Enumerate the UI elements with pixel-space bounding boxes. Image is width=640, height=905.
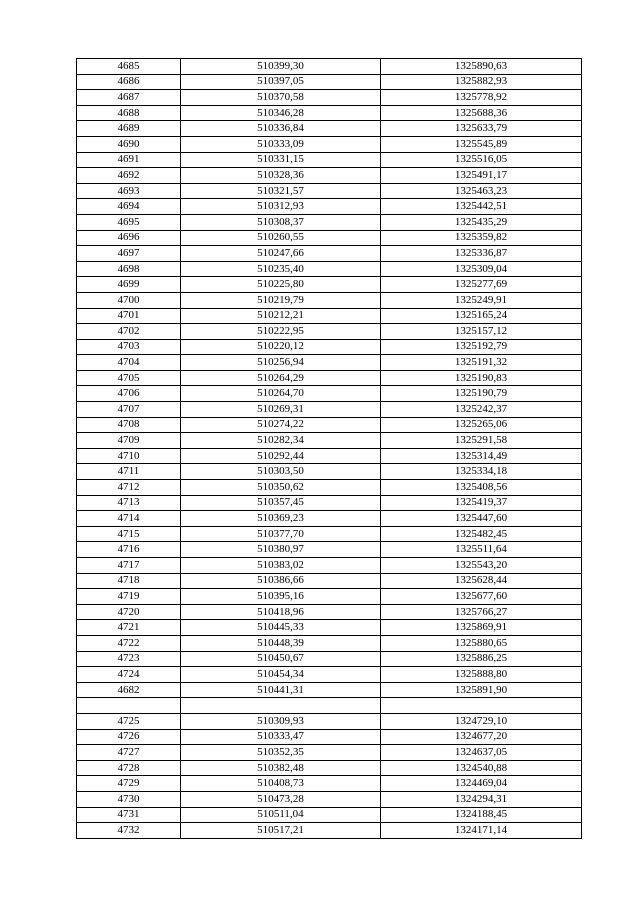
table-row xyxy=(77,230,582,246)
y-coordinate-cell: 1325165,24 xyxy=(381,308,582,324)
point-id-cell: 4714 xyxy=(77,511,181,527)
point-id-cell: 4685 xyxy=(77,59,181,75)
y-coordinate-cell: 1325482,45 xyxy=(381,526,582,542)
point-id-cell: 4709 xyxy=(77,433,181,449)
x-coordinate-cell: 510386,66 xyxy=(181,573,381,589)
x-coordinate-cell: 510212,21 xyxy=(181,308,381,324)
point-id-cell: 4687 xyxy=(77,90,181,106)
table-row xyxy=(77,542,582,558)
table-row xyxy=(77,823,582,839)
coordinates-table xyxy=(76,58,582,839)
table-row xyxy=(77,448,582,464)
x-coordinate-cell: 510397,05 xyxy=(181,74,381,90)
y-coordinate-cell: 1325633,79 xyxy=(381,121,582,137)
table-row xyxy=(77,464,582,480)
point-id-cell: 4731 xyxy=(77,807,181,823)
x-coordinate-cell: 510222,95 xyxy=(181,324,381,340)
x-coordinate-cell: 510260,55 xyxy=(181,230,381,246)
y-coordinate-cell: 1325291,58 xyxy=(381,433,582,449)
point-id-cell: 4689 xyxy=(77,121,181,137)
x-coordinate-cell: 510370,58 xyxy=(181,90,381,106)
point-id-cell: 4727 xyxy=(77,745,181,761)
x-coordinate-cell: 510336,84 xyxy=(181,121,381,137)
x-coordinate-cell xyxy=(181,698,381,714)
point-id-cell: 4702 xyxy=(77,324,181,340)
y-coordinate-cell: 1325628,44 xyxy=(381,573,582,589)
table-row xyxy=(77,168,582,184)
y-coordinate-cell: 1325880,65 xyxy=(381,635,582,651)
x-coordinate-cell: 510357,45 xyxy=(181,495,381,511)
point-id-cell: 4688 xyxy=(77,105,181,121)
table-row xyxy=(77,651,582,667)
point-id-cell: 4708 xyxy=(77,417,181,433)
y-coordinate-cell: 1325265,06 xyxy=(381,417,582,433)
x-coordinate-cell: 510247,66 xyxy=(181,246,381,262)
table-row xyxy=(77,745,582,761)
point-id-cell: 4690 xyxy=(77,136,181,152)
y-coordinate-cell: 1325511,64 xyxy=(381,542,582,558)
x-coordinate-cell: 510454,34 xyxy=(181,667,381,683)
point-id-cell: 4710 xyxy=(77,448,181,464)
y-coordinate-cell: 1325249,91 xyxy=(381,292,582,308)
table-row xyxy=(77,573,582,589)
x-coordinate-cell: 510395,16 xyxy=(181,589,381,605)
y-coordinate-cell: 1325334,18 xyxy=(381,464,582,480)
y-coordinate-cell: 1325891,90 xyxy=(381,682,582,698)
y-coordinate-cell: 1325463,23 xyxy=(381,183,582,199)
table-row xyxy=(77,152,582,168)
table-row xyxy=(77,199,582,215)
table-row xyxy=(77,386,582,402)
point-id-cell: 4695 xyxy=(77,214,181,230)
table-row xyxy=(77,682,582,698)
x-coordinate-cell: 510382,48 xyxy=(181,760,381,776)
point-id-cell: 4705 xyxy=(77,370,181,386)
x-coordinate-cell: 510321,57 xyxy=(181,183,381,199)
point-id-cell: 4711 xyxy=(77,464,181,480)
table-row xyxy=(77,402,582,418)
x-coordinate-cell: 510303,50 xyxy=(181,464,381,480)
point-id-cell: 4718 xyxy=(77,573,181,589)
x-coordinate-cell: 510220,12 xyxy=(181,339,381,355)
point-id-cell: 4726 xyxy=(77,729,181,745)
y-coordinate-cell: 1325447,60 xyxy=(381,511,582,527)
point-id-cell: 4720 xyxy=(77,604,181,620)
table-row xyxy=(77,760,582,776)
point-id-cell: 4696 xyxy=(77,230,181,246)
y-coordinate-cell: 1324637,05 xyxy=(381,745,582,761)
y-coordinate-cell: 1325516,05 xyxy=(381,152,582,168)
table-row xyxy=(77,105,582,121)
x-coordinate-cell: 510473,28 xyxy=(181,791,381,807)
x-coordinate-cell: 510445,33 xyxy=(181,620,381,636)
y-coordinate-cell: 1325543,20 xyxy=(381,558,582,574)
point-id-cell: 4682 xyxy=(77,682,181,698)
point-id-cell: 4725 xyxy=(77,713,181,729)
table-row xyxy=(77,433,582,449)
y-coordinate-cell: 1325882,93 xyxy=(381,74,582,90)
point-id-cell: 4722 xyxy=(77,635,181,651)
y-coordinate-cell: 1324540,88 xyxy=(381,760,582,776)
table-row xyxy=(77,324,582,340)
x-coordinate-cell: 510383,02 xyxy=(181,558,381,574)
table-row xyxy=(77,807,582,823)
table-row xyxy=(77,121,582,137)
point-id-cell: 4730 xyxy=(77,791,181,807)
point-id-cell: 4701 xyxy=(77,308,181,324)
table-row xyxy=(77,526,582,542)
y-coordinate-cell: 1324171,14 xyxy=(381,823,582,839)
point-id-cell: 4700 xyxy=(77,292,181,308)
x-coordinate-cell: 510517,21 xyxy=(181,823,381,839)
table-row xyxy=(77,261,582,277)
point-id-cell: 4704 xyxy=(77,355,181,371)
table-row xyxy=(77,339,582,355)
point-id-cell: 4703 xyxy=(77,339,181,355)
y-coordinate-cell: 1325545,89 xyxy=(381,136,582,152)
point-id-cell: 4686 xyxy=(77,74,181,90)
y-coordinate-cell: 1325157,12 xyxy=(381,324,582,340)
table-row xyxy=(77,417,582,433)
y-coordinate-cell xyxy=(381,698,582,714)
table-row xyxy=(77,604,582,620)
y-coordinate-cell: 1325314,49 xyxy=(381,448,582,464)
x-coordinate-cell: 510346,28 xyxy=(181,105,381,121)
point-id-cell: 4723 xyxy=(77,651,181,667)
table-row xyxy=(77,370,582,386)
y-coordinate-cell: 1324677,20 xyxy=(381,729,582,745)
table-row xyxy=(77,495,582,511)
x-coordinate-cell: 510282,34 xyxy=(181,433,381,449)
table-row xyxy=(77,589,582,605)
x-coordinate-cell: 510399,30 xyxy=(181,59,381,75)
x-coordinate-cell: 510350,62 xyxy=(181,480,381,496)
point-id-cell xyxy=(77,698,181,714)
x-coordinate-cell: 510418,96 xyxy=(181,604,381,620)
y-coordinate-cell: 1325766,27 xyxy=(381,604,582,620)
x-coordinate-cell: 510448,39 xyxy=(181,635,381,651)
table-row xyxy=(77,214,582,230)
table-row xyxy=(77,480,582,496)
y-coordinate-cell: 1325277,69 xyxy=(381,277,582,293)
point-id-cell: 4716 xyxy=(77,542,181,558)
y-coordinate-cell: 1325886,25 xyxy=(381,651,582,667)
y-coordinate-cell: 1325408,56 xyxy=(381,480,582,496)
point-id-cell: 4713 xyxy=(77,495,181,511)
y-coordinate-cell: 1325435,29 xyxy=(381,214,582,230)
x-coordinate-cell: 510309,93 xyxy=(181,713,381,729)
table-row xyxy=(77,511,582,527)
table-row xyxy=(77,292,582,308)
table-row xyxy=(77,136,582,152)
y-coordinate-cell: 1325491,17 xyxy=(381,168,582,184)
x-coordinate-cell: 510333,09 xyxy=(181,136,381,152)
y-coordinate-cell: 1325869,91 xyxy=(381,620,582,636)
table-row xyxy=(77,667,582,683)
table-row xyxy=(77,558,582,574)
x-coordinate-cell: 510369,23 xyxy=(181,511,381,527)
point-id-cell: 4706 xyxy=(77,386,181,402)
table-row xyxy=(77,74,582,90)
y-coordinate-cell: 1325688,36 xyxy=(381,105,582,121)
y-coordinate-cell: 1325359,82 xyxy=(381,230,582,246)
point-id-cell: 4715 xyxy=(77,526,181,542)
x-coordinate-cell: 510256,94 xyxy=(181,355,381,371)
y-coordinate-cell: 1325242,37 xyxy=(381,402,582,418)
table-row xyxy=(77,729,582,745)
point-id-cell: 4694 xyxy=(77,199,181,215)
x-coordinate-cell: 510235,40 xyxy=(181,261,381,277)
coordinates-table-body xyxy=(77,59,582,839)
point-id-cell: 4721 xyxy=(77,620,181,636)
table-row xyxy=(77,776,582,792)
x-coordinate-cell: 510312,93 xyxy=(181,199,381,215)
table-row xyxy=(77,59,582,75)
table-row xyxy=(77,183,582,199)
table-row-empty xyxy=(77,698,582,714)
x-coordinate-cell: 510328,36 xyxy=(181,168,381,184)
y-coordinate-cell: 1325778,92 xyxy=(381,90,582,106)
point-id-cell: 4707 xyxy=(77,402,181,418)
y-coordinate-cell: 1325190,83 xyxy=(381,370,582,386)
x-coordinate-cell: 510352,35 xyxy=(181,745,381,761)
point-id-cell: 4693 xyxy=(77,183,181,199)
table-row xyxy=(77,277,582,293)
y-coordinate-cell: 1324188,45 xyxy=(381,807,582,823)
y-coordinate-cell: 1324469,04 xyxy=(381,776,582,792)
table-row xyxy=(77,308,582,324)
point-id-cell: 4699 xyxy=(77,277,181,293)
y-coordinate-cell: 1325192,79 xyxy=(381,339,582,355)
y-coordinate-cell: 1325336,87 xyxy=(381,246,582,262)
y-coordinate-cell: 1325191,32 xyxy=(381,355,582,371)
x-coordinate-cell: 510511,04 xyxy=(181,807,381,823)
x-coordinate-cell: 510225,80 xyxy=(181,277,381,293)
point-id-cell: 4691 xyxy=(77,152,181,168)
x-coordinate-cell: 510333,47 xyxy=(181,729,381,745)
x-coordinate-cell: 510441,31 xyxy=(181,682,381,698)
point-id-cell: 4732 xyxy=(77,823,181,839)
y-coordinate-cell: 1325419,37 xyxy=(381,495,582,511)
x-coordinate-cell: 510308,37 xyxy=(181,214,381,230)
x-coordinate-cell: 510331,15 xyxy=(181,152,381,168)
y-coordinate-cell: 1324729,10 xyxy=(381,713,582,729)
point-id-cell: 4724 xyxy=(77,667,181,683)
point-id-cell: 4692 xyxy=(77,168,181,184)
point-id-cell: 4717 xyxy=(77,558,181,574)
table-row xyxy=(77,620,582,636)
table-row xyxy=(77,355,582,371)
x-coordinate-cell: 510264,29 xyxy=(181,370,381,386)
x-coordinate-cell: 510269,31 xyxy=(181,402,381,418)
y-coordinate-cell: 1325309,04 xyxy=(381,261,582,277)
y-coordinate-cell: 1325890,63 xyxy=(381,59,582,75)
point-id-cell: 4729 xyxy=(77,776,181,792)
y-coordinate-cell: 1325442,51 xyxy=(381,199,582,215)
x-coordinate-cell: 510292,44 xyxy=(181,448,381,464)
x-coordinate-cell: 510377,70 xyxy=(181,526,381,542)
point-id-cell: 4728 xyxy=(77,760,181,776)
point-id-cell: 4719 xyxy=(77,589,181,605)
y-coordinate-cell: 1325888,80 xyxy=(381,667,582,683)
table-row xyxy=(77,635,582,651)
x-coordinate-cell: 510450,67 xyxy=(181,651,381,667)
x-coordinate-cell: 510274,22 xyxy=(181,417,381,433)
point-id-cell: 4697 xyxy=(77,246,181,262)
y-coordinate-cell: 1325677,60 xyxy=(381,589,582,605)
table-row xyxy=(77,791,582,807)
table-row xyxy=(77,246,582,262)
x-coordinate-cell: 510219,79 xyxy=(181,292,381,308)
x-coordinate-cell: 510408,73 xyxy=(181,776,381,792)
x-coordinate-cell: 510264,70 xyxy=(181,386,381,402)
y-coordinate-cell: 1325190,79 xyxy=(381,386,582,402)
point-id-cell: 4698 xyxy=(77,261,181,277)
point-id-cell: 4712 xyxy=(77,480,181,496)
y-coordinate-cell: 1324294,31 xyxy=(381,791,582,807)
table-row xyxy=(77,713,582,729)
table-row xyxy=(77,90,582,106)
x-coordinate-cell: 510380,97 xyxy=(181,542,381,558)
